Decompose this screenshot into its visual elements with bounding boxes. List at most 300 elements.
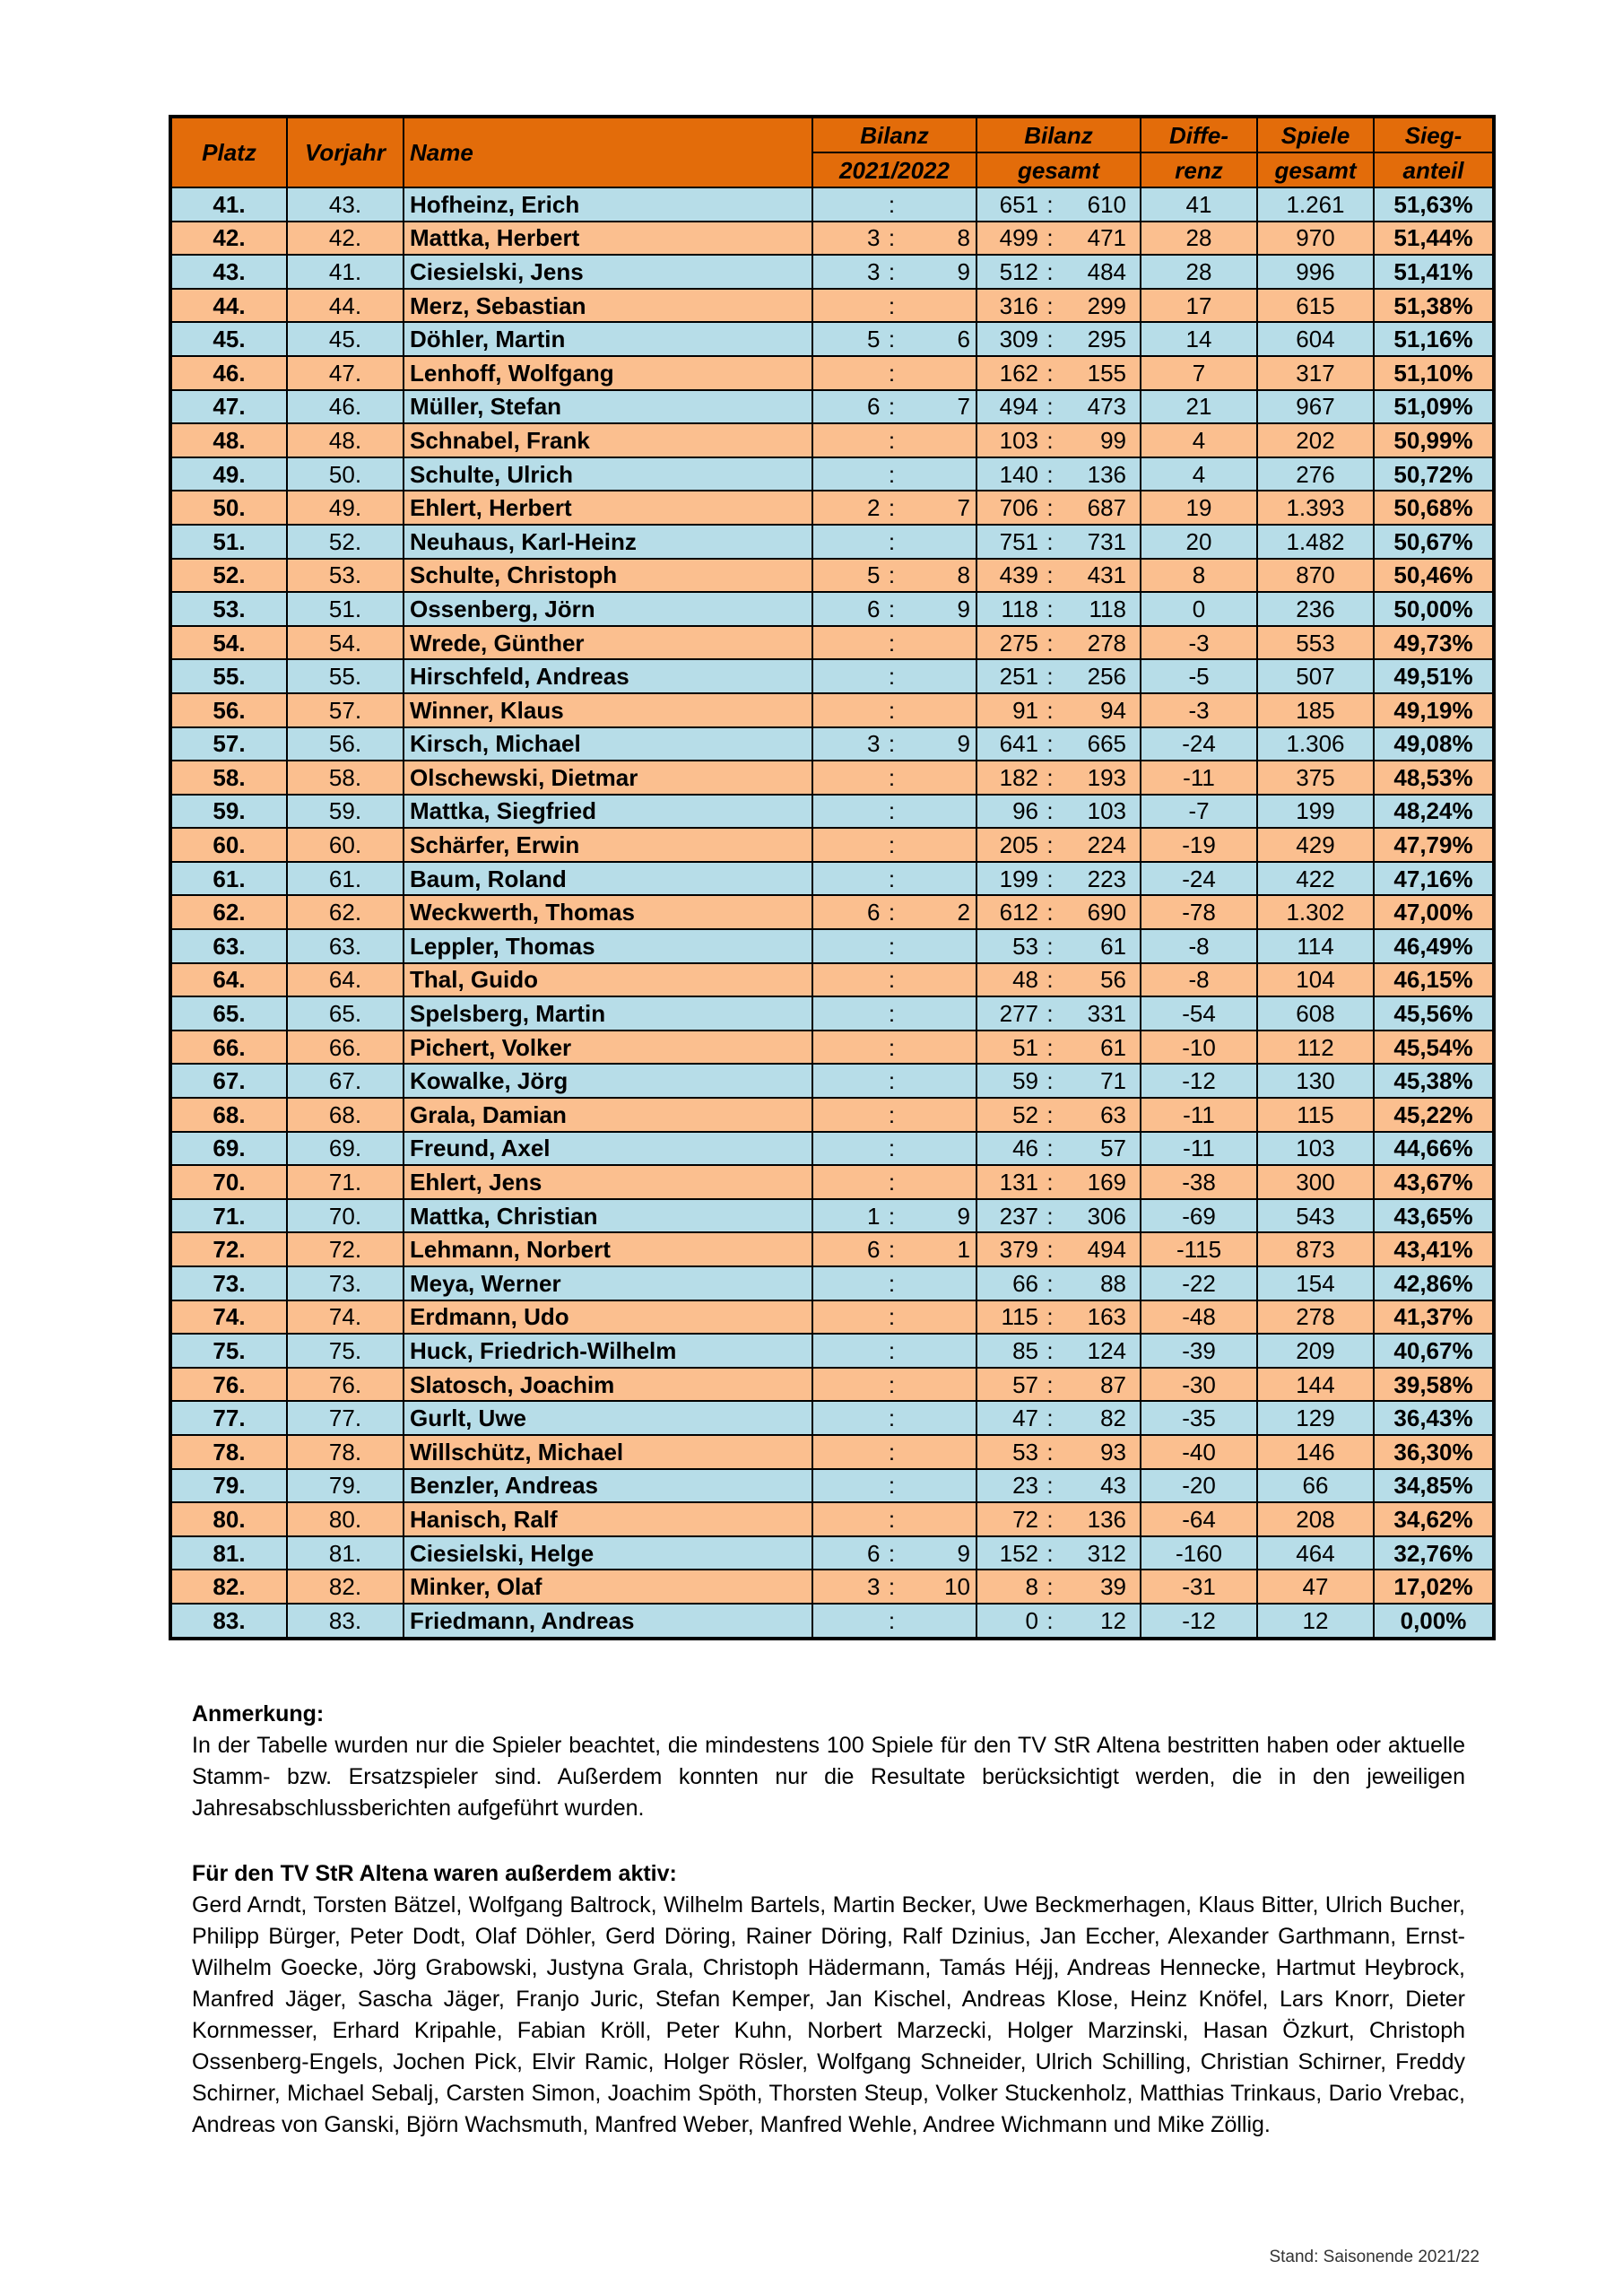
cell-bilanz-season — [812, 761, 976, 795]
cell-bilanz-season-separator: : — [888, 730, 896, 758]
table-row — [170, 1502, 1494, 1536]
cell-bilanz-total-separator: : — [1046, 595, 1054, 622]
cell-bilanz-total-separator: : — [1046, 1539, 1054, 1567]
cell-bilanz-season-losses: 6 — [957, 326, 970, 353]
cell-differenz: -38 — [1141, 1165, 1257, 1199]
cell-sieganteil: 50,99% — [1374, 423, 1494, 457]
header-differenz-line1: Diffe- — [1141, 117, 1257, 152]
table-row — [170, 1098, 1494, 1132]
table-row — [170, 693, 1494, 727]
cell-platz: 77. — [170, 1401, 287, 1435]
remark-section — [192, 1699, 1465, 1824]
header-bilanz-total-line1: Bilanz — [976, 117, 1141, 152]
cell-differenz: 8 — [1141, 559, 1257, 593]
cell-vorjahr: 59. — [287, 795, 404, 829]
cell-bilanz-total-separator: : — [1046, 899, 1054, 926]
cell-platz: 50. — [170, 491, 287, 525]
cell-differenz: -78 — [1141, 895, 1257, 929]
cell-bilanz-season — [812, 727, 976, 761]
cell-name: Baum, Roland — [404, 862, 812, 896]
cell-spiele: 276 — [1257, 457, 1374, 491]
cell-bilanz-total — [976, 1266, 1141, 1300]
cell-bilanz-season — [812, 1536, 976, 1570]
cell-name: Ehlert, Jens — [404, 1165, 812, 1199]
cell-bilanz-total-separator: : — [1046, 1472, 1054, 1500]
table-row — [170, 457, 1494, 491]
cell-sieganteil: 32,76% — [1374, 1536, 1494, 1570]
cell-bilanz-total-losses: 71 — [1100, 1067, 1126, 1095]
table-row — [170, 592, 1494, 626]
cell-vorjahr: 79. — [287, 1469, 404, 1503]
cell-platz: 41. — [170, 187, 287, 222]
cell-bilanz-total-separator: : — [1046, 393, 1054, 421]
cell-bilanz-season-separator: : — [888, 460, 896, 488]
header-differenz-line2: renz — [1141, 152, 1257, 187]
cell-vorjahr: 81. — [287, 1536, 404, 1570]
cell-bilanz-total-losses: 431 — [1087, 561, 1126, 589]
cell-differenz: -48 — [1141, 1300, 1257, 1335]
cell-spiele: 236 — [1257, 592, 1374, 626]
cell-bilanz-season-separator: : — [888, 966, 896, 994]
cell-sieganteil: 46,49% — [1374, 929, 1494, 963]
cell-spiele: 543 — [1257, 1199, 1374, 1233]
cell-bilanz-season — [812, 187, 976, 222]
cell-spiele: 1.482 — [1257, 525, 1374, 559]
cell-bilanz-total-losses: 224 — [1087, 831, 1126, 859]
cell-spiele: 300 — [1257, 1165, 1374, 1199]
cell-vorjahr: 54. — [287, 626, 404, 660]
cell-sieganteil: 51,44% — [1374, 222, 1494, 256]
cell-bilanz-season-losses: 2 — [957, 899, 970, 926]
cell-name: Schulte, Christoph — [404, 559, 812, 593]
cell-bilanz-season-wins: 2 — [867, 494, 881, 522]
table-row — [170, 727, 1494, 761]
cell-bilanz-season — [812, 895, 976, 929]
cell-vorjahr: 44. — [287, 289, 404, 323]
cell-bilanz-total-wins: 47 — [1012, 1405, 1038, 1432]
stand-footer: Stand: Saisonende 2021/22 — [1269, 2248, 1480, 2266]
cell-name: Gurlt, Uwe — [404, 1401, 812, 1435]
cell-name: Merz, Sebastian — [404, 289, 812, 323]
cell-bilanz-total-losses: 331 — [1087, 1000, 1126, 1028]
cell-bilanz-season-separator: : — [888, 763, 896, 791]
cell-spiele: 422 — [1257, 862, 1374, 896]
also-active-text: Gerd Arndt, Torsten Bätzel, Wolfgang Baltrock, Wilhelm Bartels, Martin Becker, Uwe Beckmerhagen, Klaus Bitter, Ulrich Bucher, Philipp Bürger, Peter Dodt, Olaf Döhler, Gerd Döring, Rainer Döring, Ralf Dzinius, Jan Eccher, Alexander Garthmann, Ernst-Wilhelm Goecke, Jörg Grabowski, Justyna Grala, Christoph Hädermann, Tamás Héjj, Andreas Hennecke, Hartmut Heybrock, Manfred Jäger, Sascha Jäger, Franjo Juric, Stefan Kemper, Jan Kischel, Andreas Klose, Heinz Knöfel, Lars Knorr, Dieter Kornmesser, Erhard Kripahle, Fabian Kröll, Peter Kuhn, Norbert Marzecki, Holger Marzinski, Hasan Özkurt, Christoph Ossenberg-Engels, Jochen Pick, Elvir Ramic, Holger Rösler, Wolfgang Schneider, Ulrich Schilling, Christian Schirner, Freddy Schirner, Michael Sebalj, Carsten Simon, Joachim Spöth, Thorsten Steup, Volker Stuckenholz, Matthias Trinkaus, Dario Vrebac, Andreas von Ganski, Björn Wachsmuth, Manfred Weber, Manfred Wehle, Andree Wichmann und Mike Zöllig. — [192, 1892, 1465, 2137]
cell-bilanz-total-wins: 85 — [1012, 1336, 1038, 1364]
cell-bilanz-total — [976, 525, 1141, 559]
cell-platz: 53. — [170, 592, 287, 626]
cell-bilanz-season-separator: : — [888, 291, 896, 319]
cell-bilanz-total — [976, 423, 1141, 457]
cell-bilanz-season-losses: 7 — [957, 494, 970, 522]
cell-platz: 72. — [170, 1232, 287, 1266]
cell-bilanz-season — [812, 828, 976, 862]
cell-bilanz-season — [812, 1435, 976, 1469]
cell-bilanz-total — [976, 457, 1141, 491]
cell-bilanz-season-losses: 8 — [957, 224, 970, 252]
cell-differenz: -35 — [1141, 1401, 1257, 1435]
cell-platz: 44. — [170, 289, 287, 323]
cell-bilanz-total-losses: 61 — [1100, 1033, 1126, 1061]
cell-differenz: -24 — [1141, 862, 1257, 896]
cell-differenz: -22 — [1141, 1266, 1257, 1300]
cell-bilanz-total-losses: 63 — [1100, 1100, 1126, 1128]
cell-platz: 69. — [170, 1132, 287, 1166]
cell-sieganteil: 46,15% — [1374, 963, 1494, 997]
cell-name: Winner, Klaus — [404, 693, 812, 727]
cell-bilanz-season-separator: : — [888, 326, 896, 353]
cell-bilanz-season — [812, 1132, 976, 1166]
cell-vorjahr: 70. — [287, 1199, 404, 1233]
header-sieganteil-line2: anteil — [1374, 152, 1494, 187]
cell-platz: 83. — [170, 1604, 287, 1639]
cell-differenz: -8 — [1141, 963, 1257, 997]
cell-sieganteil: 48,24% — [1374, 795, 1494, 829]
cell-bilanz-total-wins: 182 — [999, 763, 1038, 791]
cell-bilanz-total-separator: : — [1046, 460, 1054, 488]
cell-differenz: -5 — [1141, 659, 1257, 693]
cell-sieganteil: 43,67% — [1374, 1165, 1494, 1199]
cell-vorjahr: 43. — [287, 187, 404, 222]
cell-bilanz-total-wins: 751 — [999, 527, 1038, 555]
table-row — [170, 862, 1494, 896]
cell-spiele: 185 — [1257, 693, 1374, 727]
cell-bilanz-season-separator: : — [888, 595, 896, 622]
cell-sieganteil: 40,67% — [1374, 1334, 1494, 1368]
cell-bilanz-season-separator: : — [888, 899, 896, 926]
cell-bilanz-total-separator: : — [1046, 527, 1054, 555]
cell-bilanz-total — [976, 289, 1141, 323]
cell-sieganteil: 51,41% — [1374, 255, 1494, 289]
cell-vorjahr: 53. — [287, 559, 404, 593]
cell-spiele: 873 — [1257, 1232, 1374, 1266]
cell-bilanz-season — [812, 862, 976, 896]
cell-bilanz-total-wins: 52 — [1012, 1100, 1038, 1128]
cell-bilanz-total-separator: : — [1046, 966, 1054, 994]
cell-name: Neuhaus, Karl-Heinz — [404, 525, 812, 559]
cell-bilanz-total-wins: 499 — [999, 224, 1038, 252]
header-platz: Platz — [170, 117, 287, 187]
header-sieganteil-line1: Sieg- — [1374, 117, 1494, 152]
cell-spiele: 967 — [1257, 390, 1374, 424]
table-row — [170, 761, 1494, 795]
cell-bilanz-season-separator: : — [888, 1438, 896, 1465]
cell-vorjahr: 72. — [287, 1232, 404, 1266]
cell-sieganteil: 34,85% — [1374, 1469, 1494, 1503]
cell-sieganteil: 45,56% — [1374, 996, 1494, 1031]
cell-bilanz-season-losses: 8 — [957, 561, 970, 589]
header-spiele-line1: Spiele — [1257, 117, 1374, 152]
cell-bilanz-season-separator: : — [888, 1269, 896, 1297]
cell-name: Weckwerth, Thomas — [404, 895, 812, 929]
cell-bilanz-season-wins: 6 — [867, 1539, 881, 1567]
cell-bilanz-season-separator: : — [888, 831, 896, 859]
cell-sieganteil: 49,19% — [1374, 693, 1494, 727]
cell-bilanz-season — [812, 1098, 976, 1132]
cell-spiele: 115 — [1257, 1098, 1374, 1132]
cell-bilanz-total-separator: : — [1046, 426, 1054, 454]
cell-vorjahr: 75. — [287, 1334, 404, 1368]
cell-sieganteil: 51,63% — [1374, 187, 1494, 222]
cell-bilanz-total — [976, 1570, 1141, 1604]
cell-platz: 56. — [170, 693, 287, 727]
cell-name: Döhler, Martin — [404, 322, 812, 356]
cell-bilanz-season-losses: 7 — [957, 393, 970, 421]
cell-bilanz-season-separator: : — [888, 1067, 896, 1095]
cell-differenz: -30 — [1141, 1368, 1257, 1402]
cell-bilanz-season-wins: 3 — [867, 730, 881, 758]
cell-bilanz-total-losses: 94 — [1100, 696, 1126, 724]
cell-sieganteil: 0,00% — [1374, 1604, 1494, 1639]
table-row — [170, 963, 1494, 997]
cell-bilanz-total — [976, 761, 1141, 795]
cell-spiele: 507 — [1257, 659, 1374, 693]
cell-bilanz-season-losses: 9 — [957, 595, 970, 622]
cell-differenz: 28 — [1141, 255, 1257, 289]
cell-vorjahr: 42. — [287, 222, 404, 256]
cell-bilanz-season-separator: : — [888, 865, 896, 892]
cell-bilanz-total — [976, 322, 1141, 356]
table-row — [170, 795, 1494, 829]
cell-name: Hofheinz, Erich — [404, 187, 812, 222]
cell-bilanz-season-separator: : — [888, 426, 896, 454]
cell-bilanz-season-separator: : — [888, 1135, 896, 1162]
cell-bilanz-total-separator: : — [1046, 1303, 1054, 1331]
cell-differenz: 20 — [1141, 525, 1257, 559]
cell-bilanz-total-wins: 512 — [999, 257, 1038, 285]
cell-name: Leppler, Thomas — [404, 929, 812, 963]
cell-bilanz-total-separator: : — [1046, 797, 1054, 825]
cell-platz: 59. — [170, 795, 287, 829]
cell-bilanz-total-wins: 59 — [1012, 1067, 1038, 1095]
cell-bilanz-total-separator: : — [1046, 932, 1054, 960]
cell-bilanz-total — [976, 1368, 1141, 1402]
table-row — [170, 1570, 1494, 1604]
cell-sieganteil: 45,54% — [1374, 1031, 1494, 1065]
cell-bilanz-total-losses: 278 — [1087, 629, 1126, 657]
table-row — [170, 1368, 1494, 1402]
cell-vorjahr: 66. — [287, 1031, 404, 1065]
cell-bilanz-total-wins: 53 — [1012, 1438, 1038, 1465]
cell-sieganteil: 51,38% — [1374, 289, 1494, 323]
cell-vorjahr: 47. — [287, 356, 404, 390]
table-row — [170, 828, 1494, 862]
cell-vorjahr: 64. — [287, 963, 404, 997]
table-row — [170, 626, 1494, 660]
cell-spiele: 47 — [1257, 1570, 1374, 1604]
cell-bilanz-season-losses: 9 — [957, 1202, 970, 1230]
cell-platz: 48. — [170, 423, 287, 457]
cell-bilanz-total-separator: : — [1046, 1438, 1054, 1465]
cell-bilanz-season-separator: : — [888, 393, 896, 421]
cell-bilanz-season — [812, 996, 976, 1031]
cell-name: Ciesielski, Jens — [404, 255, 812, 289]
cell-sieganteil: 51,10% — [1374, 356, 1494, 390]
cell-bilanz-total-losses: 118 — [1089, 595, 1126, 622]
cell-name: Lenhoff, Wolfgang — [404, 356, 812, 390]
cell-platz: 68. — [170, 1098, 287, 1132]
cell-spiele: 209 — [1257, 1334, 1374, 1368]
cell-differenz: -8 — [1141, 929, 1257, 963]
cell-bilanz-total-losses: 295 — [1087, 326, 1126, 353]
cell-bilanz-total — [976, 1132, 1141, 1166]
cell-name: Grala, Damian — [404, 1098, 812, 1132]
cell-bilanz-total-losses: 494 — [1087, 1236, 1126, 1264]
cell-bilanz-total-losses: 299 — [1087, 291, 1126, 319]
ranking-table — [169, 115, 1496, 1640]
cell-vorjahr: 78. — [287, 1435, 404, 1469]
cell-sieganteil: 50,72% — [1374, 457, 1494, 491]
cell-bilanz-total-wins: 379 — [999, 1236, 1038, 1264]
cell-bilanz-total-separator: : — [1046, 561, 1054, 589]
cell-spiele: 202 — [1257, 423, 1374, 457]
table-row — [170, 1334, 1494, 1368]
cell-bilanz-season — [812, 356, 976, 390]
cell-bilanz-total — [976, 491, 1141, 525]
cell-name: Pichert, Volker — [404, 1031, 812, 1065]
cell-differenz: -40 — [1141, 1435, 1257, 1469]
cell-platz: 42. — [170, 222, 287, 256]
cell-sieganteil: 47,00% — [1374, 895, 1494, 929]
cell-name: Mattka, Christian — [404, 1199, 812, 1233]
cell-bilanz-season-losses: 9 — [957, 1539, 970, 1567]
cell-bilanz-total-losses: 473 — [1087, 393, 1126, 421]
cell-platz: 51. — [170, 525, 287, 559]
table-row — [170, 659, 1494, 693]
cell-bilanz-total — [976, 1435, 1141, 1469]
cell-bilanz-total — [976, 963, 1141, 997]
cell-platz: 63. — [170, 929, 287, 963]
cell-bilanz-season-wins: 1 — [867, 1202, 881, 1230]
cell-bilanz-total-losses: 163 — [1087, 1303, 1126, 1331]
cell-bilanz-total — [976, 1502, 1141, 1536]
cell-bilanz-total — [976, 795, 1141, 829]
cell-name: Schärfer, Erwin — [404, 828, 812, 862]
cell-bilanz-total-separator: : — [1046, 763, 1054, 791]
cell-name: Mattka, Herbert — [404, 222, 812, 256]
cell-sieganteil: 50,67% — [1374, 525, 1494, 559]
cell-bilanz-season — [812, 491, 976, 525]
cell-bilanz-season — [812, 457, 976, 491]
also-active-title: Für den TV StR Altena waren außerdem aktiv: — [192, 1861, 677, 1886]
cell-name: Thal, Guido — [404, 963, 812, 997]
cell-bilanz-season — [812, 1570, 976, 1604]
header-bilanz-season-line2: 2021/2022 — [812, 152, 976, 187]
cell-vorjahr: 67. — [287, 1064, 404, 1098]
cell-bilanz-season — [812, 626, 976, 660]
cell-bilanz-season — [812, 693, 976, 727]
cell-spiele: 1.393 — [1257, 491, 1374, 525]
cell-spiele: 429 — [1257, 828, 1374, 862]
cell-bilanz-total-wins: 91 — [1012, 696, 1038, 724]
cell-platz: 67. — [170, 1064, 287, 1098]
cell-bilanz-season-separator: : — [888, 1033, 896, 1061]
cell-bilanz-total-separator: : — [1046, 1505, 1054, 1533]
cell-name: Slatosch, Joachim — [404, 1368, 812, 1402]
cell-sieganteil: 47,79% — [1374, 828, 1494, 862]
cell-bilanz-total-losses: 61 — [1100, 932, 1126, 960]
cell-spiele: 970 — [1257, 222, 1374, 256]
cell-spiele: 278 — [1257, 1300, 1374, 1335]
cell-bilanz-season-separator: : — [888, 257, 896, 285]
cell-sieganteil: 39,58% — [1374, 1368, 1494, 1402]
cell-bilanz-total-wins: 66 — [1012, 1269, 1038, 1297]
cell-bilanz-total-wins: 612 — [999, 899, 1038, 926]
cell-vorjahr: 56. — [287, 727, 404, 761]
cell-bilanz-total-wins: 316 — [999, 291, 1038, 319]
cell-bilanz-total-wins: 439 — [999, 561, 1038, 589]
table-body — [170, 187, 1494, 1639]
cell-bilanz-total — [976, 1604, 1141, 1639]
cell-bilanz-total-separator: : — [1046, 494, 1054, 522]
cell-bilanz-total-wins: 275 — [999, 629, 1038, 657]
cell-bilanz-total-losses: 136 — [1087, 1505, 1126, 1533]
table-row — [170, 390, 1494, 424]
cell-bilanz-total-separator: : — [1046, 1269, 1054, 1297]
cell-vorjahr: 46. — [287, 390, 404, 424]
cell-vorjahr: 82. — [287, 1570, 404, 1604]
cell-bilanz-season — [812, 559, 976, 593]
cell-platz: 74. — [170, 1300, 287, 1335]
cell-bilanz-season — [812, 1334, 976, 1368]
cell-name: Ehlert, Herbert — [404, 491, 812, 525]
cell-sieganteil: 45,38% — [1374, 1064, 1494, 1098]
table-row — [170, 929, 1494, 963]
cell-spiele: 144 — [1257, 1368, 1374, 1402]
cell-bilanz-total-losses: 690 — [1087, 899, 1126, 926]
cell-bilanz-total-losses: 484 — [1087, 257, 1126, 285]
cell-bilanz-total-losses: 223 — [1087, 865, 1126, 892]
cell-differenz: 28 — [1141, 222, 1257, 256]
cell-bilanz-total-wins: 494 — [999, 393, 1038, 421]
cell-vorjahr: 77. — [287, 1401, 404, 1435]
cell-differenz: -31 — [1141, 1570, 1257, 1604]
cell-differenz: -69 — [1141, 1199, 1257, 1233]
cell-vorjahr: 73. — [287, 1266, 404, 1300]
remark-title: Anmerkung: — [192, 1701, 325, 1726]
cell-platz: 64. — [170, 963, 287, 997]
cell-platz: 73. — [170, 1266, 287, 1300]
cell-bilanz-season-wins: 3 — [867, 257, 881, 285]
cell-sieganteil: 43,65% — [1374, 1199, 1494, 1233]
cell-bilanz-season-separator: : — [888, 696, 896, 724]
header-spiele-line2: gesamt — [1257, 152, 1374, 187]
cell-bilanz-total-losses: 88 — [1100, 1269, 1126, 1297]
cell-bilanz-total-separator: : — [1046, 1169, 1054, 1196]
cell-spiele: 103 — [1257, 1132, 1374, 1166]
cell-spiele: 464 — [1257, 1536, 1374, 1570]
cell-spiele: 154 — [1257, 1266, 1374, 1300]
cell-bilanz-total-wins: 103 — [999, 426, 1038, 454]
cell-platz: 70. — [170, 1165, 287, 1199]
cell-bilanz-total-wins: 8 — [1025, 1573, 1038, 1601]
cell-platz: 76. — [170, 1368, 287, 1402]
cell-bilanz-total-wins: 57 — [1012, 1370, 1038, 1398]
cell-bilanz-total-wins: 706 — [999, 494, 1038, 522]
cell-bilanz-season-separator: : — [888, 1505, 896, 1533]
cell-vorjahr: 60. — [287, 828, 404, 862]
table-row — [170, 895, 1494, 929]
cell-bilanz-season-separator: : — [888, 1100, 896, 1128]
cell-bilanz-season-wins: 6 — [867, 393, 881, 421]
cell-bilanz-total-separator: : — [1046, 257, 1054, 285]
cell-bilanz-total — [976, 895, 1141, 929]
cell-vorjahr: 61. — [287, 862, 404, 896]
cell-name: Minker, Olaf — [404, 1570, 812, 1604]
cell-spiele: 66 — [1257, 1469, 1374, 1503]
cell-bilanz-season-separator: : — [888, 359, 896, 387]
cell-bilanz-season-separator: : — [888, 932, 896, 960]
